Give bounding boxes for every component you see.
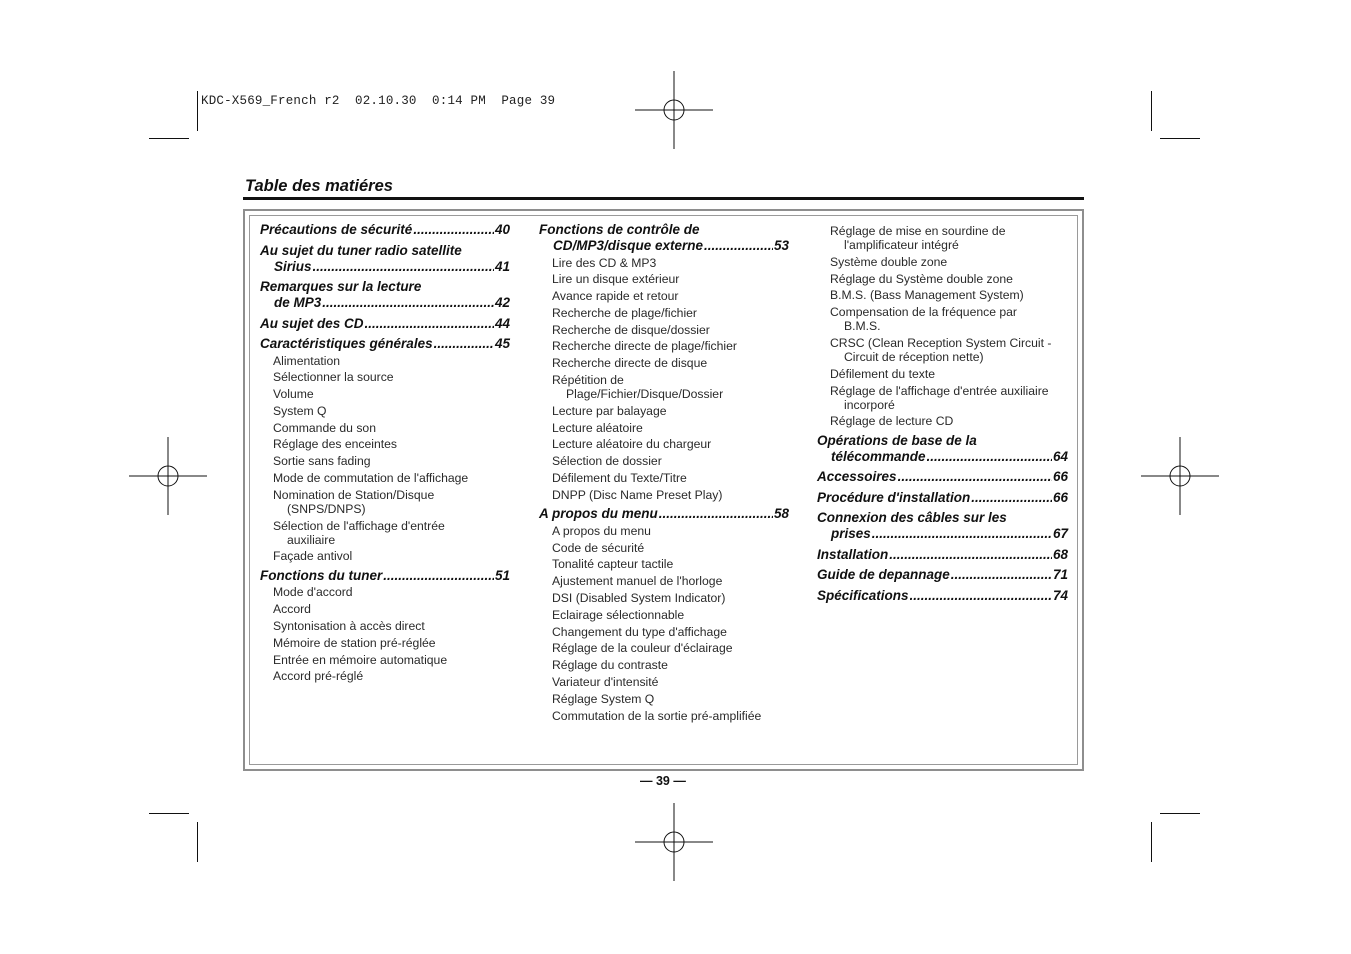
toc-subitem[interactable]: Recherche directe de disque: [552, 356, 708, 371]
toc-subitem[interactable]: B.M.S. (Bass Management System): [830, 288, 1024, 303]
registration-mark-left: [129, 437, 207, 515]
toc-entry-remote[interactable]: Opérations de base de la télécommande ..... 64: [817, 433, 1068, 465]
toc-subitem[interactable]: Mode de commutation de l'affichage: [273, 471, 469, 486]
toc-column-3: [817, 224, 1068, 604]
toc-subitem-crsc[interactable]: CRSC (Clean Reception System Circuit - Circuit de réception nette): [830, 335, 1052, 364]
toc-entry-cd[interactable]: Au sujet des CD ..... 44: [260, 316, 510, 332]
toc-entry-troubleshooting[interactable]: Guide de depannage ..... 71: [817, 567, 1068, 583]
toc-subitem[interactable]: Eclairage sélectionnable: [552, 607, 685, 622]
toc-subitem[interactable]: Code de sécurité: [552, 540, 645, 555]
toc-entry-install-procedure[interactable]: Procédure d'installation ..... 66: [817, 490, 1068, 506]
page-number: — 39 —: [640, 774, 686, 788]
crop-mark-bl-v: [197, 822, 198, 862]
crop-mark-tl-v: [197, 91, 198, 131]
toc-subitem[interactable]: Réglage du contraste: [552, 658, 668, 673]
registration-mark-top: [635, 71, 713, 149]
title-rule: [243, 197, 1084, 200]
toc-subitem[interactable]: Réglage du Système double zone: [830, 271, 1013, 286]
crop-mark-br-h: [1160, 813, 1200, 814]
toc-subitem[interactable]: Changement du type d'affichage: [552, 624, 727, 639]
toc-subitem[interactable]: Ajustement manuel de l'horloge: [552, 574, 723, 589]
toc-subitem[interactable]: Lecture aléatoire: [552, 420, 643, 435]
toc-subitem[interactable]: Défilement du Texte/Titre: [552, 471, 687, 486]
print-slug: KDC-X569_French r2 02.10.30 0:14 PM Page 39: [201, 94, 556, 108]
toc-subitem[interactable]: Entrée en mémoire automatique: [273, 652, 448, 667]
toc-subitem[interactable]: A propos du menu: [552, 523, 651, 538]
toc-subitem-mute[interactable]: Réglage de mise en sourdine de l'amplificateur intégré: [830, 224, 1006, 252]
toc-entry-cable-connection[interactable]: Connexion des câbles sur les prises ..... 67: [817, 510, 1068, 542]
toc-entry-accessories[interactable]: Accessoires ..... 66: [817, 469, 1068, 485]
toc-subitem[interactable]: Mémoire de station pré-réglée: [273, 635, 436, 650]
toc-entry-precautions[interactable]: Précautions de sécurité ..... 40: [260, 222, 510, 238]
toc-entry-tuner[interactable]: Fonctions du tuner ..... 51: [260, 568, 510, 584]
toc-subitem[interactable]: Lecture par balayage: [552, 403, 667, 418]
toc-column-1: [260, 222, 510, 683]
toc-subitem-compensation[interactable]: Compensation de la fréquence par B.M.S.: [830, 305, 1017, 334]
toc-subitem[interactable]: Mode d'accord: [273, 585, 353, 600]
crop-mark-tr-h: [1160, 138, 1200, 139]
toc-column-2: [539, 222, 789, 723]
toc-subitem-snps[interactable]: Nomination de Station/Disque (SNPS/DNPS): [273, 487, 435, 516]
toc-subitem[interactable]: Lecture aléatoire du chargeur: [552, 437, 712, 452]
toc-subitem[interactable]: Lire un disque extérieur: [552, 272, 680, 287]
toc-subitem[interactable]: Recherche de disque/dossier: [552, 322, 710, 337]
toc-subitem[interactable]: Avance rapide et retour: [552, 289, 679, 304]
toc-subitem-aux[interactable]: Sélection de l'affichage d'entrée auxiliaire: [273, 518, 445, 547]
toc-subitem[interactable]: Commutation de la sortie pré-amplifiée: [552, 708, 762, 723]
toc-subitem[interactable]: Système double zone: [830, 254, 948, 269]
toc-subitem-aux-display[interactable]: Réglage de l'affichage d'entrée auxiliaire incorporé: [830, 383, 1049, 412]
toc-subitem[interactable]: Réglage de lecture CD: [830, 414, 954, 429]
toc-subitem-repeat[interactable]: Répétition de Plage/Fichier/Disque/Dossier: [552, 373, 724, 402]
toc-entry-general-features[interactable]: Caractéristiques générales ..... 45: [260, 336, 510, 352]
toc-entry-mp3[interactable]: Remarques sur la lecture de MP3 ..... 42: [260, 279, 510, 311]
toc-subitem[interactable]: Recherche de plage/fichier: [552, 305, 697, 320]
crop-mark-tl-h: [149, 138, 189, 139]
toc-subitem[interactable]: Sélection de dossier: [552, 454, 662, 469]
toc-entry-installation[interactable]: Installation ..... 68: [817, 547, 1068, 563]
toc-subitem[interactable]: Volume: [273, 387, 314, 402]
toc-subitem[interactable]: Lire des CD & MP3: [552, 255, 657, 270]
toc-subitem[interactable]: Commande du son: [273, 420, 376, 435]
toc-subitem[interactable]: Réglage System Q: [552, 691, 655, 706]
toc-subitem[interactable]: Alimentation: [273, 353, 341, 368]
toc-subitem[interactable]: Défilement du texte: [830, 366, 936, 381]
toc-entry-menu[interactable]: A propos du menu ..... 58: [539, 506, 789, 522]
registration-mark-right: [1141, 437, 1219, 515]
toc-subitem[interactable]: Réglage de la couleur d'éclairage: [552, 641, 733, 656]
toc-subitem[interactable]: Syntonisation à accès direct: [273, 619, 425, 634]
toc-subitem[interactable]: DNPP (Disc Name Preset Play): [552, 487, 723, 502]
toc-subitem[interactable]: Variateur d'intensité: [552, 675, 659, 690]
toc-subitem[interactable]: Tonalité capteur tactile: [552, 557, 674, 572]
toc-subitem[interactable]: Façade antivol: [273, 549, 353, 564]
toc-subitem[interactable]: DSI (Disabled System Indicator): [552, 591, 726, 606]
toc-subitem[interactable]: Réglage des enceintes: [273, 437, 397, 452]
registration-mark-bottom: [635, 803, 713, 881]
toc-entry-cd-mp3-control[interactable]: Fonctions de contrôle de CD/MP3/disque externe ..... 53: [539, 222, 789, 254]
toc-subitem[interactable]: Accord pré-réglé: [273, 669, 364, 684]
crop-mark-br-v: [1151, 822, 1152, 862]
toc-entry-sirius[interactable]: Au sujet du tuner radio satellite Sirius ..... 41: [260, 243, 510, 275]
toc-subitem[interactable]: System Q: [273, 403, 327, 418]
crop-mark-bl-h: [149, 813, 189, 814]
crop-mark-tr-v: [1151, 91, 1152, 131]
toc-subitem[interactable]: Accord: [273, 602, 311, 617]
toc-subitem[interactable]: Sortie sans fading: [273, 454, 371, 469]
toc-subitem[interactable]: Recherche directe de plage/fichier: [552, 339, 737, 354]
toc-subitem[interactable]: Sélectionner la source: [273, 370, 394, 385]
page-title: Table des matiéres: [245, 177, 393, 195]
toc-entry-specifications[interactable]: Spécifications ..... 74: [817, 588, 1068, 604]
